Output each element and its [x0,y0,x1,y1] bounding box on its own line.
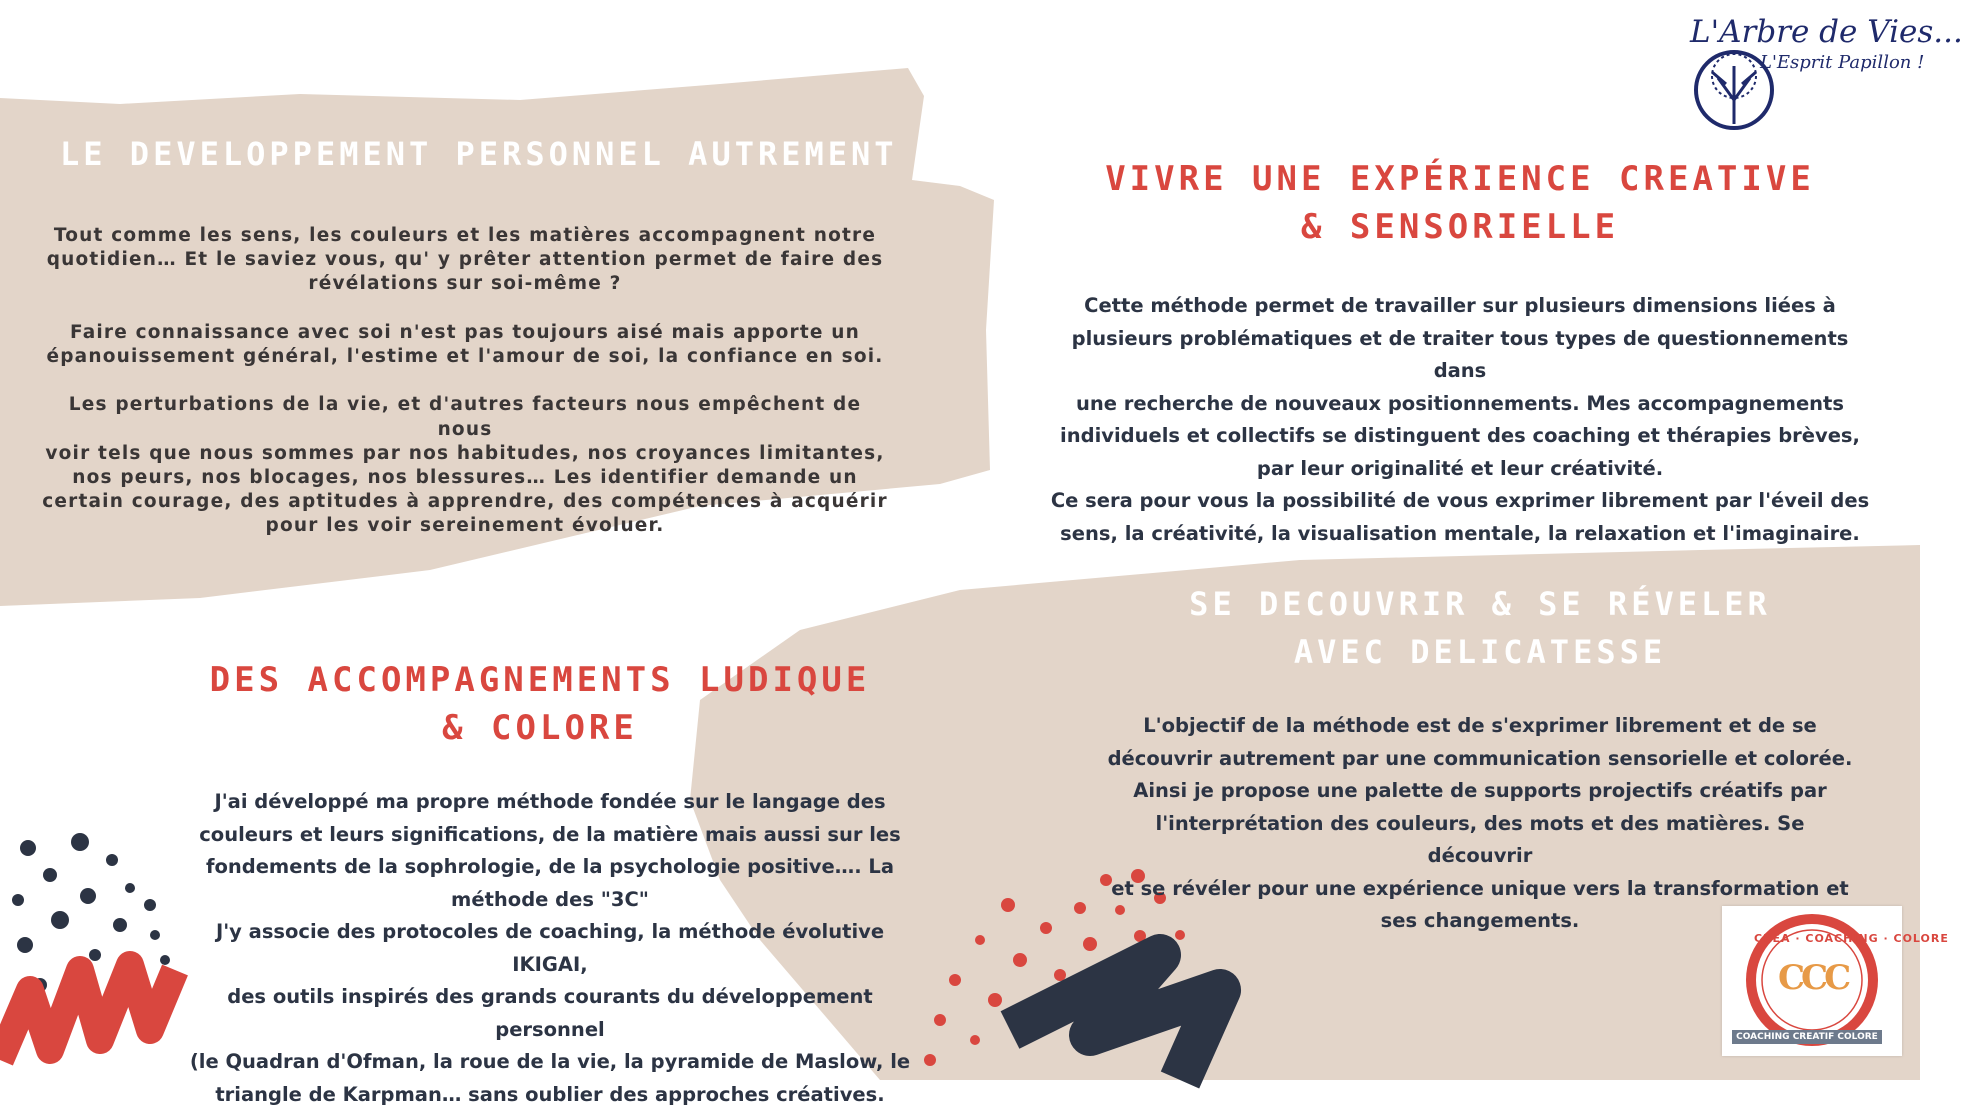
section4-heading [1130,580,1830,676]
badge-ring-text: CREA · COACHING · COLORE [1754,932,1949,945]
section4-heading-line2: AVEC DELICATESSE [1293,633,1667,671]
section2-text: Cette méthode permet de travailler sur plusieurs dimensions liées à plusieurs problématiques et de traiter tous types de questionnements dans une recherche de nouveaux positionnements. Mes accompagnements individuels et collectifs se distinguent des coaching et thérapies brèves, par leur originalité et leur créativité. Ce sera pour vous la possibilité de vous exprimer librement par l'éveil des sens, la créativité, la visualisation mentale, la relaxation et l'imaginaire. [1050,294,1870,545]
logo-title: L'Arbre de Vies... [1690,14,1963,50]
section3-text: J'ai développé ma propre méthode fondée sur le langage des couleurs et leurs significations, de la matière mais aussi sur les fondements de la sophrologie, de la psychologie positive…. La méthode des "3C" J'y associe des protocoles de coaching, la méthode évolutive IKIGAI, des outils inspirés des grands courants du développement personnel (le Quadran d'Ofman, la roue de la vie, la pyramide de Maslow, le triangle de Karpman… sans oublier des approches créatives. [189,790,911,1106]
red-zigzag [0,965,175,1060]
coaching-badge [1722,906,1949,1056]
badge-bar: COACHING CREATIF COLORE [1732,1030,1882,1044]
section2-heading-line2: & SENSORIELLE [1300,207,1620,247]
section1-text: Tout comme les sens, les couleurs et les matières accompagnent notre quotidien… Et le saviez vous, qu' y prêter attention permet de faire des révélations sur soi-même ? Faire connaissance avec soi n'est pas toujours aisé mais apporte un épanouissement général, l'estime et l'amour de soi, la confiance en soi. Les perturbations de la vie, et d'autres facteurs nous empêchent de nous voir tels que nous sommes par nos habitudes, nos croyances limitantes, nos peurs, nos blocages, nos blessures… Les identifier demande un certain courage, des aptitudes à apprendre, des compétences à acquérir pour les voir sereinement évoluer. [42,225,888,537]
section2-heading [1090,155,1830,251]
badge-letters: CCC [1778,958,1848,998]
section4-text: L'objectif de la méthode est de s'exprimer librement et de se découvrir autrement par une communication sensorielle et colorée. Ainsi je propose une palette de supports projectifs créatifs par l'interprétation des couleurs, des mots et des matières. Se découvrir et se révéler pour une expérience unique vers la transformation et ses changements. [1107,714,1853,932]
section1-heading: LE DEVELOPPEMENT PERSONNEL AUTREMENT [60,135,898,173]
section4-heading-line1: SE DECOUVRIR & SE RÉVELER [1189,585,1771,623]
logo-subtitle: L'Esprit Papillon ! [1760,52,1925,73]
section3-heading-line1: DES ACCOMPAGNEMENTS LUDIQUE [209,660,871,700]
section3-heading-line2: & COLORE [442,708,638,748]
section2-heading-line1: VIVRE UNE EXPÉRIENCE CREATIVE [1105,159,1815,199]
section3-heading [180,656,900,752]
